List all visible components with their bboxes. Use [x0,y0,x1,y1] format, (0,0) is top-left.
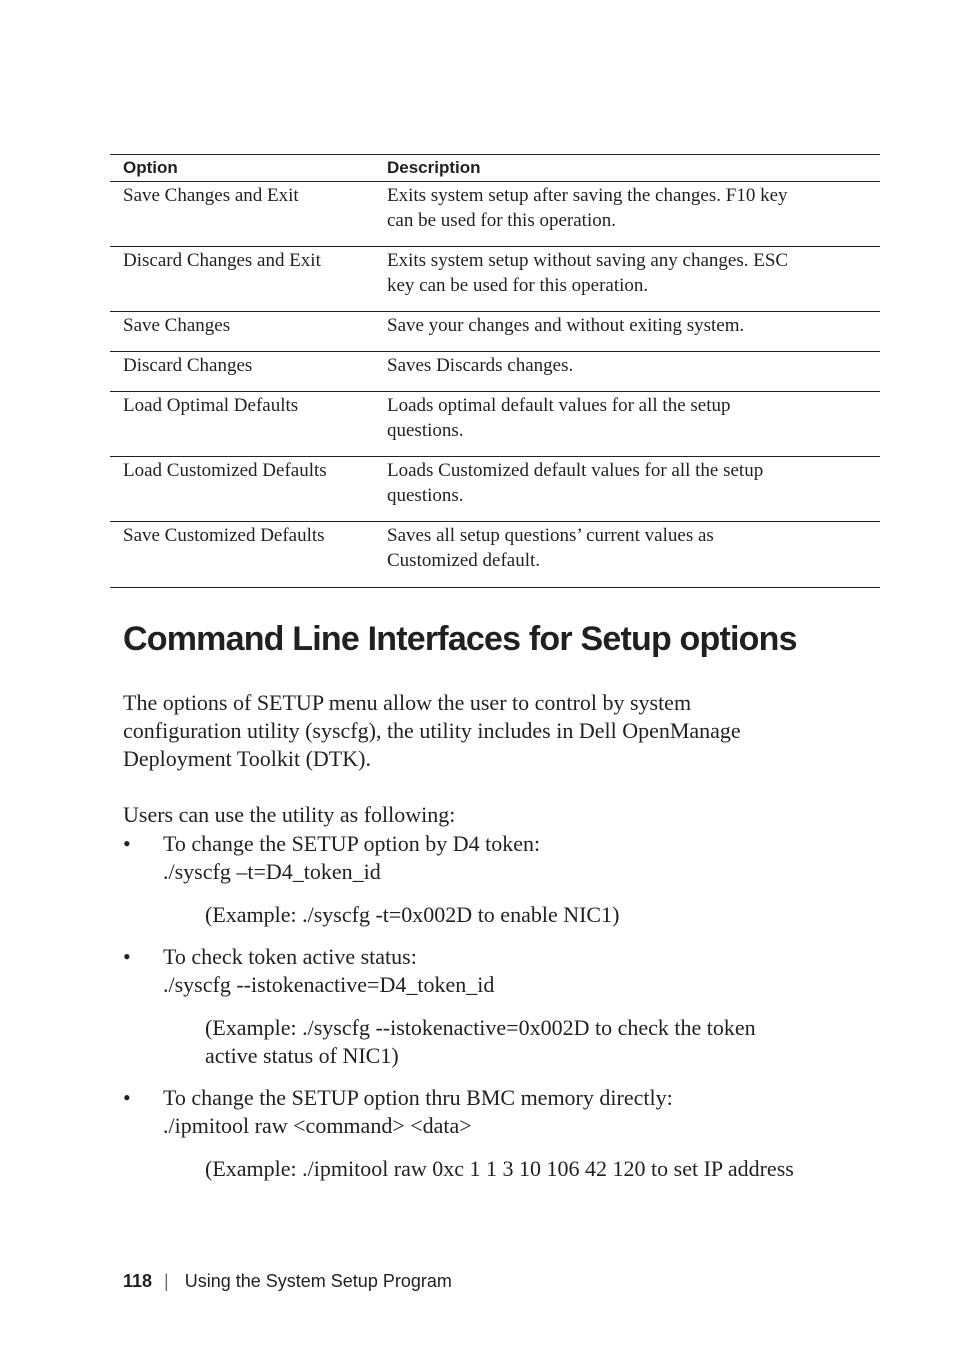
option-cell: Load Customized Defaults [123,460,327,481]
description-line: Loads optimal default values for all the setup [387,395,731,416]
command-line: ./syscfg --istokenactive=D4_token_id [163,972,495,997]
example-text [205,1155,794,1183]
description-cell [387,183,880,246]
command-line: ./ipmitool raw <command> <data> [163,1113,472,1138]
page-number: 118 [123,1271,153,1291]
description-line: Save your changes and without exiting system. [387,315,745,336]
setup-options-table [110,154,880,588]
example-line: (Example: ./syscfg --istokenactive=0x002D to check the token [205,1015,756,1040]
table-row [110,312,880,352]
description-line: Exits system setup without saving any changes. ESC [387,250,789,271]
table-header [110,155,880,182]
description-line: Customized default. [387,550,541,571]
chapter-title: Using the System Setup Program [184,1271,452,1291]
description-line: Saves all setup questions’ current values as [387,525,714,546]
intro-line: configuration utility (syscfg), the utility includes in Dell OpenManage [123,718,741,743]
page-footer [123,1271,452,1292]
command-line: ./syscfg –t=D4_token_id [163,859,381,884]
bullet-line: To check token active status: [163,944,417,969]
description-cell [387,523,880,587]
bullet-line: To change the SETUP option thru BMC memory directly: [163,1085,673,1110]
example-line: (Example: ./syscfg -t=0x002D to enable NIC1) [205,902,620,927]
table-row [110,247,880,312]
footer-separator: | [164,1271,169,1291]
description-line: Exits system setup after saving the changes. F10 key [387,185,788,206]
table-row [110,522,880,587]
description-cell [387,313,880,351]
bullet-text [163,1084,673,1140]
option-cell: Save Changes [123,315,231,336]
example-text [205,1014,756,1070]
description-cell [387,248,880,311]
intro-line: The options of SETUP menu allow the user to control by system [123,690,692,715]
intro-paragraph [123,689,813,773]
example-line: active status of NIC1) [205,1043,399,1068]
description-column-header: Description [387,158,481,177]
description-line: questions. [387,485,464,506]
example-line: (Example: ./ipmitool raw 0xc 1 1 3 10 106 42 120 to set IP address [205,1156,794,1181]
table-row [110,457,880,522]
option-cell: Load Optimal Defaults [123,395,299,416]
intro-line: Deployment Toolkit (DTK). [123,746,371,771]
bullet-icon: • [123,944,131,969]
usage-text: Users can use the utility as following: [123,802,456,827]
description-line: questions. [387,420,464,441]
bullet-text [163,830,540,886]
bullet-icon: • [123,1085,131,1110]
description-line: can be used for this operation. [387,210,616,231]
option-cell: Save Changes and Exit [123,185,299,206]
description-line: key can be used for this operation. [387,275,649,296]
description-line: Saves Discards changes. [387,355,574,376]
table-row [110,392,880,457]
option-cell: Discard Changes and Exit [123,250,321,271]
option-column-header: Option [123,158,178,177]
option-cell: Save Customized Defaults [123,525,325,546]
example-text [205,901,619,929]
table-row [110,352,880,392]
description-cell [387,458,880,521]
description-cell [387,353,880,391]
option-cell: Discard Changes [123,355,253,376]
bullet-icon: • [123,831,131,856]
description-cell [387,393,880,456]
table-row [110,182,880,247]
bullet-text [163,943,494,999]
section-title: Command Line Interfaces for Setup options [123,620,797,658]
description-line: Loads Customized default values for all the setup [387,460,764,481]
bullet-line: To change the SETUP option by D4 token: [163,831,541,856]
